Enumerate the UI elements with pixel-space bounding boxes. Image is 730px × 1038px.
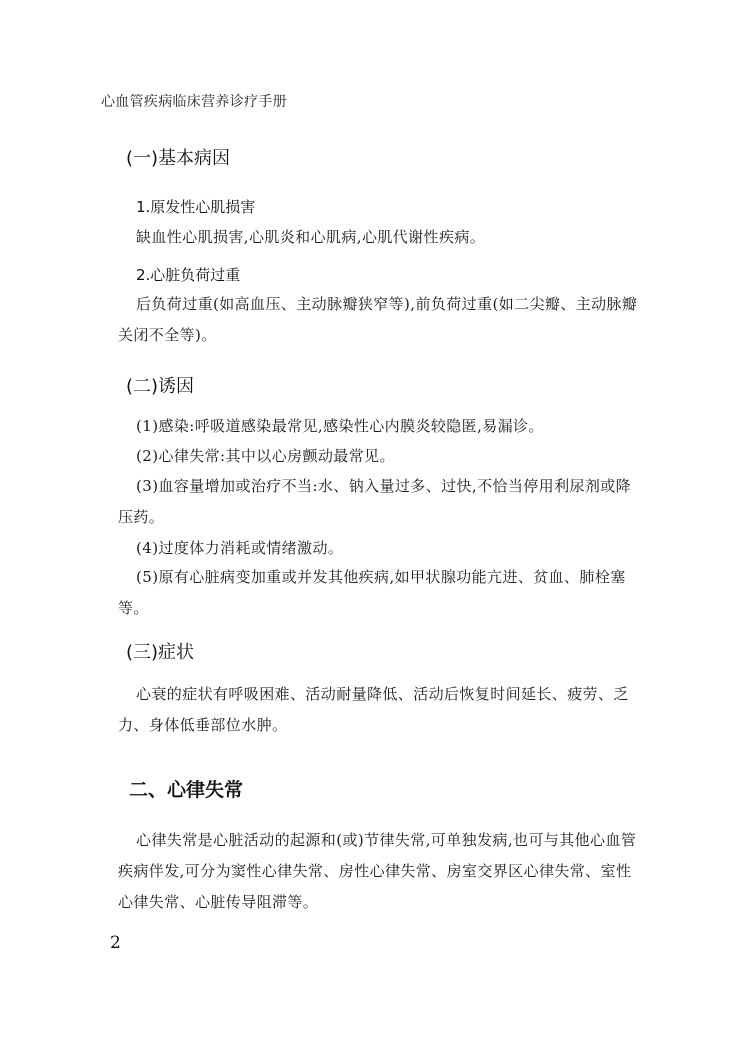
heading-triggers: (二)诱因 — [126, 376, 195, 397]
chapter-heading-arrhythmia: 二、心律失常 — [129, 779, 244, 801]
trigger-item-4-text: (4)过度体力消耗或情绪激动。 — [136, 539, 344, 557]
paragraph-arrhythmia-text: 心律失常是心脏活动的起源和(或)节律失常,可单独发病,也可与其他心血管疾病伴发,可分为窦性心律失常、房性心律失常、房室交界区心律失常、室性心律失常、心脏传导阻滞等。 — [118, 831, 637, 911]
trigger-item-3 — [118, 471, 638, 533]
paragraph-overload — [118, 289, 638, 351]
paragraph-symptoms-text: 心衰的症状有呼吸困难、活动耐量降低、活动后恢复时间延长、疲劳、乏力、身体低垂部位水肿。 — [118, 685, 629, 734]
heading-basic-cause: (一)基本病因 — [126, 148, 231, 169]
trigger-item-2 — [118, 441, 638, 472]
trigger-item-4 — [118, 533, 638, 564]
trigger-item-1 — [118, 411, 638, 442]
trigger-item-1-text: (1)感染:呼吸道感染最常见,感染性心内膜炎较隐匿,易漏诊。 — [136, 417, 544, 435]
paragraph-myocardial-damage-text: 缺血性心肌损害,心肌炎和心肌病,心肌代谢性疾病。 — [136, 228, 486, 246]
paragraph-symptoms — [118, 679, 638, 741]
paragraph-overload-text: 后负荷过重(如高血压、主动脉瓣狭窄等),前负荷过重(如二尖瓣、主动脉瓣关闭不全等)。 — [118, 295, 638, 344]
trigger-item-3-text: (3)血容量增加或治疗不当:水、钠入量过多、过快,不恰当停用利尿剂或降压药。 — [118, 477, 632, 526]
trigger-item-2-text: (2)心律失常:其中以心房颤动最常见。 — [136, 447, 395, 465]
paragraph-arrhythmia — [118, 825, 638, 918]
trigger-item-5 — [118, 562, 638, 624]
paragraph-myocardial-damage — [118, 222, 638, 253]
subheading-overload: 2.心脏负荷过重 — [136, 266, 241, 284]
page-number: 2 — [110, 933, 121, 953]
subheading-myocardial-damage: 1.原发性心肌损害 — [136, 198, 256, 216]
heading-symptoms: (三)症状 — [126, 642, 195, 663]
running-head: 心血管疾病临床营养诊疗手册 — [101, 94, 287, 110]
trigger-item-5-text: (5)原有心脏病变加重或并发其他疾病,如甲状腺功能亢进、贫血、肺栓塞等。 — [118, 568, 626, 617]
